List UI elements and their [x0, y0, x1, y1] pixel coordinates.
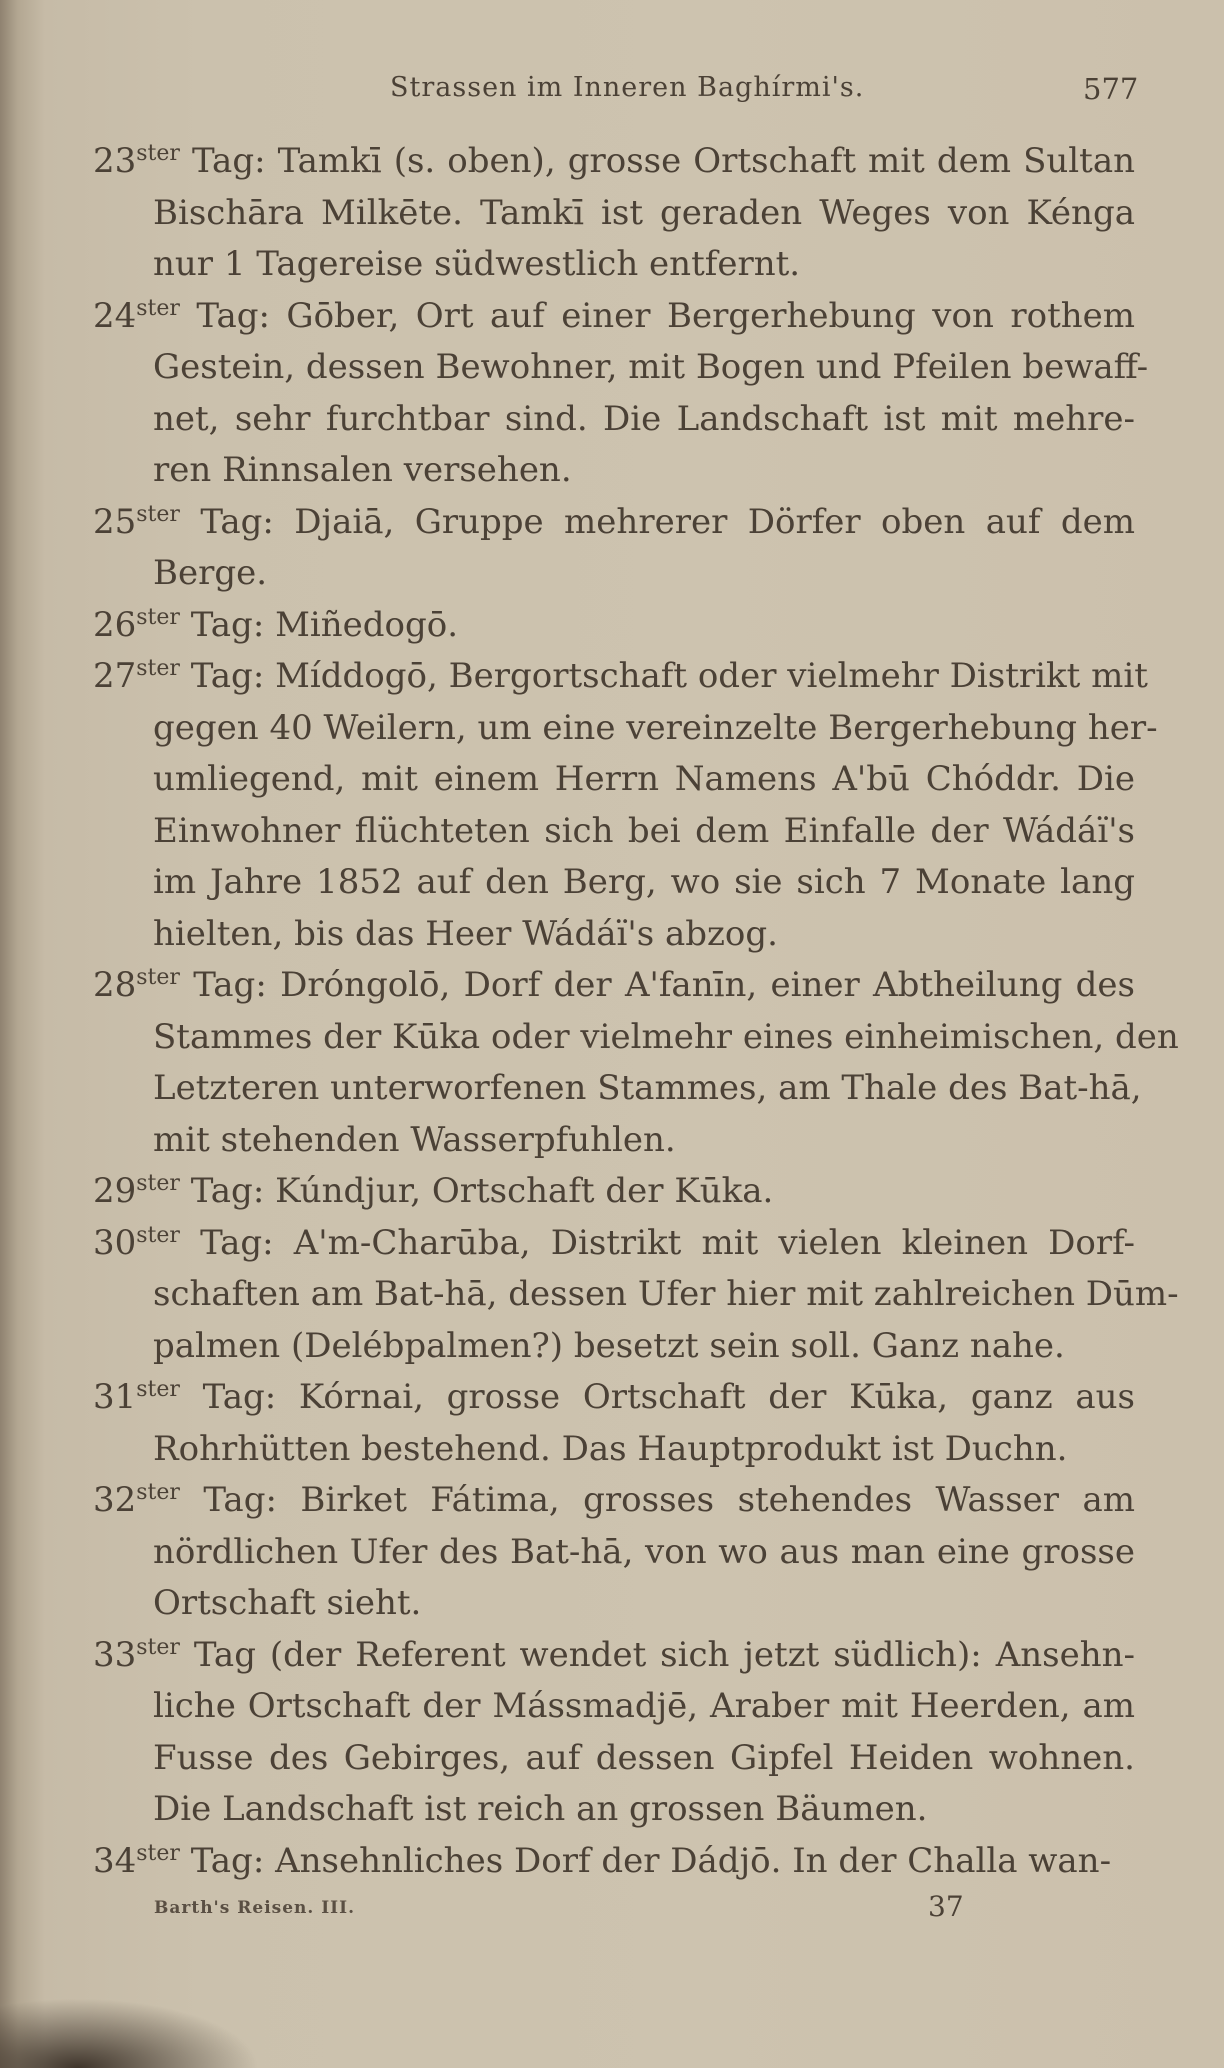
line-text: Gestein, dessen Bewohner, mit Bogen und Pfeilen bewaff- [153, 347, 1149, 387]
line-text: Tag: Miñedogō. [179, 604, 459, 645]
line-text: hielten, bis das Heer Wádáï's abzog. [153, 913, 778, 954]
day-number: 24 [93, 295, 137, 336]
day-number: 25 [93, 501, 137, 542]
text-line [93, 960, 1135, 1012]
text-line [93, 651, 1148, 703]
text-line [93, 806, 1135, 858]
text-line [93, 754, 1135, 806]
text-line [93, 1475, 1135, 1527]
itinerary-entry [93, 1166, 1135, 1218]
line-text: umliegend, mit einem Herrn Namens A'bū Chóddr. Die [153, 759, 1135, 799]
line-text: Tag: Míddogō, Bergortschaft oder vielmehr Distrikt mit [179, 656, 1148, 696]
line-text: Ortschaft sieht. [153, 1583, 422, 1623]
text-line [93, 1012, 1179, 1064]
line-text: Stammes der Kūka oder vielmehr eines einheimischen, den [153, 1016, 1179, 1057]
line-text: Tag: Birket Fátima, grosses stehendes Wasser am [179, 1480, 1135, 1520]
ordinal-suffix: ster [136, 141, 180, 166]
page-footer [0, 1890, 1224, 1930]
itinerary-entry [93, 136, 1135, 291]
text-line [93, 1218, 1135, 1270]
ordinal-suffix: ster [136, 1480, 180, 1505]
text-line [93, 1424, 1135, 1476]
line-text: Tag: Djaiā, Gruppe mehrerer Dörfer oben auf dem [179, 501, 1135, 542]
line-text: palmen (Delébpalmen?) besetzt sein soll. Ganz nahe. [153, 1325, 1065, 1366]
itinerary-entry [93, 651, 1158, 960]
text-line [93, 548, 1135, 600]
line-text: Tag (der Referent wendet sich jetzt südlich): Ansehn- [179, 1634, 1135, 1675]
line-text: net, sehr furchtbar sind. Die Landschaft ist mit mehre- [153, 398, 1135, 439]
page-header [0, 72, 1224, 112]
text-line [93, 239, 1135, 291]
text-line [93, 1784, 1135, 1836]
text-line [93, 857, 1135, 909]
itinerary-entry [93, 291, 1149, 497]
text-line [93, 1166, 1135, 1218]
line-text: schaften am Bat-hā, dessen Ufer hier mit zahlreichen Dūm- [153, 1274, 1179, 1314]
sheet-number: 37 [928, 1890, 964, 1923]
line-text: Tag: A'm-Charūba, Distrikt mit vielen kleinen Dorf- [179, 1222, 1135, 1263]
line-text: Tag: Gōber, Ort auf einer Bergerhebung von rothem [179, 295, 1135, 336]
line-text: Die Landschaft ist reich an grossen Bäumen. [153, 1789, 928, 1829]
itinerary-entry [93, 600, 1135, 652]
itinerary-entry [93, 1475, 1135, 1630]
itinerary-entry [93, 497, 1135, 600]
page-body [93, 136, 1179, 1887]
ordinal-suffix: ster [136, 604, 180, 630]
text-line [93, 188, 1135, 240]
line-text: gegen 40 Weilern, um eine vereinzelte Bergerhebung her- [153, 707, 1158, 748]
text-line [93, 1527, 1135, 1579]
text-line [93, 1115, 1135, 1167]
text-line [93, 600, 1135, 652]
day-number: 33 [93, 1634, 137, 1675]
line-text: im Jahre 1852 auf den Berg, wo sie sich 7 Monate lang [153, 862, 1135, 902]
line-text: Tag: Ansehnliches Dorf der Dádjō. In der Challa wan- [179, 1840, 1112, 1881]
text-line [93, 1681, 1135, 1733]
printer-signature: Barth's Reisen. III. [154, 1898, 356, 1918]
text-line [93, 1733, 1135, 1785]
itinerary-entry [93, 960, 1179, 1166]
ordinal-suffix: ster [136, 501, 180, 527]
running-title: Strassen im Inneren Baghírmi's. [390, 72, 865, 103]
day-number: 26 [93, 604, 137, 645]
text-line [93, 342, 1149, 394]
line-text: ren Rinnsalen versehen. [153, 450, 572, 490]
line-text: liche Ortschaft der Mássmadjē, Araber mit Heerden, am [153, 1686, 1135, 1726]
page-number: 577 [1083, 72, 1139, 106]
ordinal-suffix: ster [136, 1840, 180, 1866]
text-line [93, 291, 1135, 343]
text-line [93, 703, 1158, 755]
itinerary-entry [93, 1372, 1135, 1475]
text-line [93, 497, 1135, 549]
itinerary-entry [93, 1630, 1135, 1836]
day-number: 32 [93, 1480, 137, 1520]
day-number: 27 [93, 656, 137, 696]
day-number: 34 [93, 1840, 137, 1881]
ordinal-suffix: ster [136, 1222, 180, 1248]
itinerary-entry [93, 1836, 1135, 1888]
text-line [93, 394, 1135, 446]
text-line [93, 1321, 1135, 1373]
day-number: 30 [93, 1222, 137, 1263]
line-text: Tag: Tamkī (s. oben), grosse Ortschaft mit dem Sultan [179, 141, 1135, 181]
line-text: Tag: Kórnai, grosse Ortschaft der Kūka, ganz aus [179, 1377, 1135, 1417]
ordinal-suffix: ster [136, 656, 180, 681]
text-line [93, 136, 1135, 188]
text-line [93, 909, 1135, 961]
ordinal-suffix: ster [136, 295, 180, 321]
text-line [93, 1372, 1135, 1424]
line-text: Bischāra Milkēte. Tamkī ist geraden Weges von Kénga [153, 192, 1135, 233]
line-text: Tag: Dróngolō, Dorf der A'fanīn, einer Abtheilung des [179, 965, 1135, 1005]
line-text: nördlichen Ufer des Bat-hā, von wo aus man eine grosse [153, 1531, 1135, 1572]
day-number: 29 [93, 1171, 137, 1211]
day-number: 31 [93, 1377, 137, 1417]
text-line [93, 1630, 1135, 1682]
line-text: Tag: Kúndjur, Ortschaft der Kūka. [179, 1171, 774, 1211]
line-text: Letzteren unterworfenen Stammes, am Thale des Bat-hā, [153, 1068, 1142, 1108]
line-text: Fusse des Gebirges, auf dessen Gipfel Heiden wohnen. [153, 1737, 1135, 1778]
text-line [93, 1269, 1179, 1321]
line-text: mit stehenden Wasserpfuhlen. [153, 1119, 676, 1160]
ordinal-suffix: ster [136, 965, 180, 990]
itinerary-entry [93, 1218, 1179, 1373]
text-line [93, 1578, 1135, 1630]
text-line [93, 445, 1135, 497]
day-number: 28 [93, 965, 137, 1005]
line-text: Rohrhütten bestehend. Das Hauptprodukt ist Duchn. [153, 1428, 1068, 1469]
day-number: 23 [93, 141, 137, 181]
line-text: Einwohner flüchteten sich bei dem Einfalle der Wádáï's [153, 810, 1135, 851]
line-text: Berge. [153, 553, 268, 593]
text-line [93, 1063, 1142, 1115]
ordinal-suffix: ster [136, 1171, 180, 1196]
line-text: nur 1 Tagereise südwestlich entfernt. [153, 244, 801, 284]
text-line [93, 1836, 1135, 1888]
ordinal-suffix: ster [136, 1377, 180, 1402]
ordinal-suffix: ster [136, 1634, 180, 1660]
